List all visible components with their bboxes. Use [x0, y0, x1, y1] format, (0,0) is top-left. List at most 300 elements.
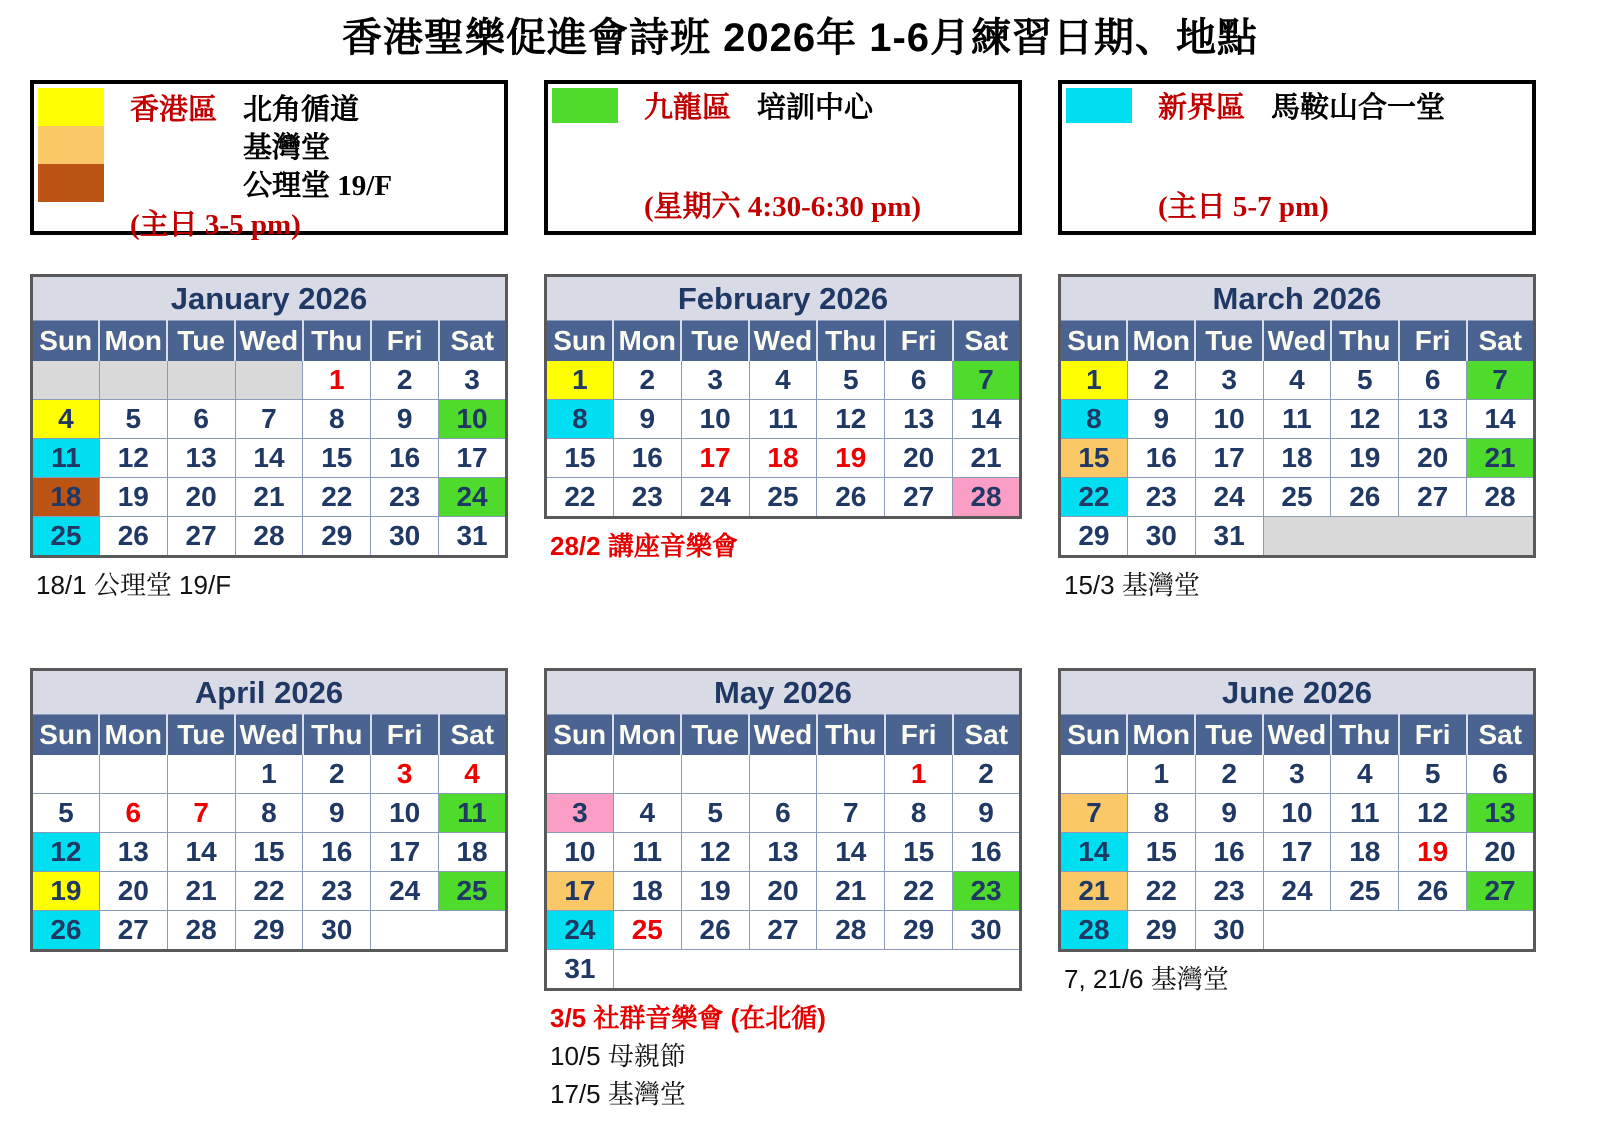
legend-locations: [1271, 88, 1445, 123]
day-cell: 18: [1263, 439, 1331, 478]
day-cell: 12: [1399, 794, 1467, 833]
day-cell: 20: [1467, 833, 1535, 872]
calendar-table-january-2026: [30, 274, 508, 558]
day-cell: 20: [99, 872, 167, 911]
day-cell: 19: [681, 872, 749, 911]
day-cell: 16: [371, 439, 439, 478]
day-cell: 30: [371, 517, 439, 557]
day-cell: 10: [546, 833, 614, 872]
calendar-june-2026: [1058, 668, 1536, 998]
weekday-wed: Wed: [749, 715, 817, 755]
day-cell: 13: [99, 833, 167, 872]
day-cell: 27: [749, 911, 817, 950]
day-cell: 2: [1127, 361, 1195, 400]
calendar-week-row: [1060, 439, 1535, 478]
weekday-sun: Sun: [1060, 321, 1128, 361]
day-cell: 18: [439, 833, 507, 872]
day-cell: 11: [749, 400, 817, 439]
month-notes-march-2026: [1064, 566, 1536, 604]
calendar-week-row: [32, 361, 507, 400]
weekday-thu: Thu: [303, 715, 371, 755]
weekday-thu: Thu: [817, 321, 885, 361]
day-cell: 18: [749, 439, 817, 478]
day-cell: 15: [546, 439, 614, 478]
calendar-week-row: [1060, 833, 1535, 872]
day-cell: 1: [235, 755, 303, 794]
day-cell: 26: [99, 517, 167, 557]
day-cell: 24: [681, 478, 749, 518]
day-cell: 14: [817, 833, 885, 872]
calendar-week-row: [546, 361, 1021, 400]
weekday-sat: Sat: [1467, 321, 1535, 361]
weekday-tue: Tue: [1195, 715, 1263, 755]
day-cell: 14: [1060, 833, 1128, 872]
day-cell: 21: [1060, 872, 1128, 911]
day-cell: 22: [235, 872, 303, 911]
calendar-week-row: [32, 517, 507, 557]
day-cell: 23: [371, 478, 439, 517]
day-cell: 20: [749, 872, 817, 911]
month-notes-january-2026: [36, 566, 508, 604]
weekday-tue: Tue: [167, 715, 235, 755]
day-cell: 31: [439, 517, 507, 557]
day-cell: 9: [303, 794, 371, 833]
blank-cell: [1263, 517, 1534, 557]
calendar-note: 10/5 母親節: [550, 1041, 686, 1071]
calendar-table-may-2026: [544, 668, 1022, 991]
calendar-february-2026: [544, 274, 1022, 565]
weekday-thu: Thu: [1331, 321, 1399, 361]
day-cell: 5: [1399, 755, 1467, 794]
day-cell: 30: [953, 911, 1021, 950]
day-cell: 25: [613, 911, 681, 950]
weekday-sun: Sun: [32, 715, 100, 755]
blank-cell: [32, 755, 100, 794]
day-cell: 22: [546, 478, 614, 518]
day-cell: 23: [953, 872, 1021, 911]
day-cell: 26: [32, 911, 100, 951]
day-cell: 16: [1127, 439, 1195, 478]
legend-region-label: 新界區: [1158, 92, 1246, 124]
day-cell: 15: [1060, 439, 1128, 478]
day-cell: 24: [1195, 478, 1263, 517]
calendar-week-row: [1060, 872, 1535, 911]
day-cell: 23: [613, 478, 681, 518]
day-cell: 23: [303, 872, 371, 911]
blank-cell: [749, 755, 817, 794]
day-cell: 17: [681, 439, 749, 478]
day-cell: 22: [1127, 872, 1195, 911]
day-cell: 5: [1331, 361, 1399, 400]
day-cell: 22: [885, 872, 953, 911]
day-cell: 1: [885, 755, 953, 794]
day-cell: 18: [1331, 833, 1399, 872]
blank-cell: [99, 755, 167, 794]
day-cell: 13: [749, 833, 817, 872]
day-cell: 30: [1195, 911, 1263, 951]
day-cell: 28: [167, 911, 235, 951]
month-title-row: [32, 670, 507, 715]
day-cell: 27: [1399, 478, 1467, 517]
day-cell: 7: [1060, 794, 1128, 833]
weekday-wed: Wed: [749, 321, 817, 361]
day-cell: 9: [1195, 794, 1263, 833]
weekday-tue: Tue: [167, 321, 235, 361]
day-cell: 21: [1467, 439, 1535, 478]
day-cell: 2: [371, 361, 439, 400]
day-cell: 24: [371, 872, 439, 911]
legend-time-label: (主日 3-5 pm): [130, 209, 301, 241]
day-cell: 27: [99, 911, 167, 951]
calendar-week-row: [1060, 400, 1535, 439]
day-cell: 5: [817, 361, 885, 400]
day-cell: 21: [953, 439, 1021, 478]
day-cell: 13: [1467, 794, 1535, 833]
weekday-mon: Mon: [613, 321, 681, 361]
calendar-week-row: [32, 872, 507, 911]
calendar-week-row: [32, 478, 507, 517]
calendar-week-row: [546, 950, 1021, 990]
legend-region-label: 九龍區: [644, 92, 732, 124]
legend-row: [30, 80, 1536, 241]
day-cell: 20: [885, 439, 953, 478]
day-cell: 27: [1467, 872, 1535, 911]
weekday-thu: Thu: [1331, 715, 1399, 755]
day-cell: 25: [439, 872, 507, 911]
month-title-row: [1060, 276, 1535, 321]
day-cell: 28: [953, 478, 1021, 518]
day-cell: 17: [1263, 833, 1331, 872]
calendar-note: 7, 21/6 基灣堂: [1064, 964, 1229, 994]
day-cell: 16: [1195, 833, 1263, 872]
day-cell: 5: [681, 794, 749, 833]
calendar-week-row: [546, 872, 1021, 911]
day-cell: 8: [1127, 794, 1195, 833]
day-cell: 28: [1060, 911, 1128, 951]
day-cell: 25: [1263, 478, 1331, 517]
blank-cell: [32, 361, 100, 400]
day-cell: 9: [1127, 400, 1195, 439]
month-notes-june-2026: [1064, 960, 1536, 998]
day-cell: 1: [303, 361, 371, 400]
month-notes-may-2026: [550, 999, 1022, 1113]
day-cell: 7: [167, 794, 235, 833]
calendar-week-row: [546, 478, 1021, 518]
day-cell: 5: [99, 400, 167, 439]
day-cell: 31: [1195, 517, 1263, 557]
day-cell: 12: [99, 439, 167, 478]
day-cell: 19: [1399, 833, 1467, 872]
day-cell: 19: [817, 439, 885, 478]
blank-cell: [613, 755, 681, 794]
day-cell: 12: [32, 833, 100, 872]
weekday-header-row: [32, 715, 507, 755]
weekday-sat: Sat: [1467, 715, 1535, 755]
blank-cell: [371, 911, 507, 951]
day-cell: 25: [1331, 872, 1399, 911]
day-cell: 3: [371, 755, 439, 794]
legend-time-label: (主日 5-7 pm): [1158, 191, 1329, 223]
weekday-sat: Sat: [439, 715, 507, 755]
day-cell: 16: [303, 833, 371, 872]
day-cell: 26: [1331, 478, 1399, 517]
day-cell: 8: [1060, 400, 1128, 439]
day-cell: 13: [1399, 400, 1467, 439]
blank-cell: [546, 755, 614, 794]
day-cell: 4: [439, 755, 507, 794]
calendar-note: 28/2 講座音樂會: [550, 531, 738, 561]
page-title: 香港聖樂促進會詩班 2026年 1-6月練習日期、地點: [341, 16, 1259, 60]
day-cell: 19: [1331, 439, 1399, 478]
legend-main: [1066, 88, 1526, 123]
calendar-week-row: [1060, 478, 1535, 517]
weekday-mon: Mon: [1127, 715, 1195, 755]
day-cell: 10: [439, 400, 507, 439]
day-cell: 10: [681, 400, 749, 439]
weekday-sat: Sat: [953, 321, 1021, 361]
month-title-row: [32, 276, 507, 321]
weekday-mon: Mon: [613, 715, 681, 755]
calendar-week-row: [546, 794, 1021, 833]
calendar-week-row: [1060, 361, 1535, 400]
weekday-tue: Tue: [681, 321, 749, 361]
day-cell: 27: [167, 517, 235, 557]
calendar-table-february-2026: [544, 274, 1022, 519]
calendar-week-row: [1060, 517, 1535, 557]
day-cell: 14: [1467, 400, 1535, 439]
legend-location-label: 培訓中心: [757, 92, 874, 124]
month-title-row: [546, 276, 1021, 321]
yellow-color-swatch: [38, 88, 104, 126]
day-cell: 6: [167, 400, 235, 439]
weekday-wed: Wed: [1263, 715, 1331, 755]
calendar-january-2026: [30, 274, 508, 604]
day-cell: 25: [749, 478, 817, 518]
day-cell: 18: [32, 478, 100, 517]
weekday-wed: Wed: [1263, 321, 1331, 361]
month-title: June 2026: [1060, 670, 1535, 715]
day-cell: 29: [1060, 517, 1128, 557]
day-cell: 30: [1127, 517, 1195, 557]
weekday-thu: Thu: [817, 715, 885, 755]
day-cell: 10: [371, 794, 439, 833]
day-cell: 9: [613, 400, 681, 439]
blank-cell: [681, 755, 749, 794]
day-cell: 24: [546, 911, 614, 950]
blank-cell: [1060, 755, 1128, 794]
day-cell: 2: [613, 361, 681, 400]
day-cell: 19: [99, 478, 167, 517]
day-cell: 15: [885, 833, 953, 872]
calendar-week-row: [546, 833, 1021, 872]
day-cell: 10: [1263, 794, 1331, 833]
month-title: March 2026: [1060, 276, 1535, 321]
calendar-week-row: [32, 833, 507, 872]
calendar-row-bottom: [30, 668, 1536, 1113]
brown-color-swatch: [38, 164, 104, 202]
day-cell: 18: [613, 872, 681, 911]
legend-main: [552, 88, 1012, 123]
day-cell: 12: [817, 400, 885, 439]
cyan-color-swatch: [1066, 88, 1132, 123]
blank-cell: [613, 950, 1020, 990]
day-cell: 17: [439, 439, 507, 478]
day-cell: 3: [1195, 361, 1263, 400]
day-cell: 9: [371, 400, 439, 439]
weekday-sat: Sat: [953, 715, 1021, 755]
weekday-header-row: [32, 321, 507, 361]
day-cell: 29: [303, 517, 371, 557]
day-cell: 26: [1399, 872, 1467, 911]
calendar-week-row: [1060, 911, 1535, 951]
legend-region-label: 香港區: [130, 93, 218, 126]
day-cell: 12: [681, 833, 749, 872]
month-title: May 2026: [546, 670, 1021, 715]
day-cell: 16: [613, 439, 681, 478]
legend-box-1: [30, 80, 508, 241]
day-cell: 11: [1263, 400, 1331, 439]
day-cell: 21: [817, 872, 885, 911]
day-cell: 24: [1263, 872, 1331, 911]
day-cell: 2: [1195, 755, 1263, 794]
day-cell: 8: [303, 400, 371, 439]
day-cell: 21: [167, 872, 235, 911]
blank-cell: [1263, 911, 1534, 951]
legend-locations: [757, 88, 873, 123]
legend-swatch-column: [552, 88, 618, 123]
day-cell: 4: [32, 400, 100, 439]
day-cell: 16: [953, 833, 1021, 872]
day-cell: 3: [681, 361, 749, 400]
day-cell: 6: [1399, 361, 1467, 400]
calendar-week-row: [1060, 755, 1535, 794]
month-notes-february-2026: [550, 527, 1022, 565]
blank-cell: [99, 361, 167, 400]
calendar-row-top: [30, 274, 1536, 604]
legend-box-3: [1058, 80, 1536, 235]
weekday-wed: Wed: [235, 321, 303, 361]
day-cell: 6: [1467, 755, 1535, 794]
day-cell: 6: [749, 794, 817, 833]
weekday-sun: Sun: [546, 321, 614, 361]
day-cell: 4: [613, 794, 681, 833]
day-cell: 23: [1127, 478, 1195, 517]
day-cell: 17: [546, 872, 614, 911]
weekday-mon: Mon: [1127, 321, 1195, 361]
blank-cell: [167, 361, 235, 400]
weekday-fri: Fri: [371, 715, 439, 755]
day-cell: 1: [1060, 361, 1128, 400]
legend-location-label: 北角循道: [243, 93, 360, 126]
day-cell: 28: [1467, 478, 1535, 517]
calendar-week-row: [32, 439, 507, 478]
day-cell: 28: [817, 911, 885, 950]
legend-location-label: 基灣堂: [243, 131, 331, 164]
day-cell: 14: [953, 400, 1021, 439]
legend-location-label: 馬鞍山合一堂: [1271, 92, 1446, 124]
legend-locations: [243, 88, 392, 202]
weekday-fri: Fri: [1399, 321, 1467, 361]
day-cell: 11: [1331, 794, 1399, 833]
day-cell: 21: [235, 478, 303, 517]
day-cell: 27: [885, 478, 953, 518]
calendar-note: 3/5 社群音樂會 (在北循): [550, 1003, 826, 1033]
day-cell: 3: [546, 794, 614, 833]
month-title-row: [1060, 670, 1535, 715]
day-cell: 20: [1399, 439, 1467, 478]
green-color-swatch: [552, 88, 618, 123]
day-cell: 2: [303, 755, 371, 794]
month-title-row: [546, 670, 1021, 715]
weekday-fri: Fri: [371, 321, 439, 361]
day-cell: 2: [953, 755, 1021, 794]
weekday-mon: Mon: [99, 715, 167, 755]
calendar-week-row: [32, 911, 507, 951]
calendar-week-row: [1060, 794, 1535, 833]
weekday-header-row: [1060, 321, 1535, 361]
weekday-fri: Fri: [885, 715, 953, 755]
calendar-march-2026: [1058, 274, 1536, 604]
calendar-table-march-2026: [1058, 274, 1536, 558]
blank-cell: [235, 361, 303, 400]
day-cell: 26: [681, 911, 749, 950]
day-cell: 25: [32, 517, 100, 557]
day-cell: 8: [885, 794, 953, 833]
calendar-week-row: [32, 400, 507, 439]
blank-cell: [817, 755, 885, 794]
weekday-tue: Tue: [681, 715, 749, 755]
day-cell: 24: [439, 478, 507, 517]
day-cell: 14: [167, 833, 235, 872]
weekday-sun: Sun: [32, 321, 100, 361]
day-cell: 8: [546, 400, 614, 439]
day-cell: 11: [613, 833, 681, 872]
calendar-note: 15/3 基灣堂: [1064, 570, 1200, 600]
day-cell: 28: [235, 517, 303, 557]
day-cell: 30: [303, 911, 371, 951]
month-title: February 2026: [546, 276, 1021, 321]
day-cell: 1: [1127, 755, 1195, 794]
calendar-april-2026: [30, 668, 508, 952]
weekday-thu: Thu: [303, 321, 371, 361]
day-cell: 22: [303, 478, 371, 517]
day-cell: 23: [1195, 872, 1263, 911]
day-cell: 5: [32, 794, 100, 833]
day-cell: 15: [303, 439, 371, 478]
weekday-header-row: [546, 321, 1021, 361]
calendar-week-row: [32, 794, 507, 833]
calendar-week-row: [546, 911, 1021, 950]
day-cell: 17: [1195, 439, 1263, 478]
day-cell: 12: [1331, 400, 1399, 439]
day-cell: 7: [1467, 361, 1535, 400]
legend-box-2: [544, 80, 1022, 235]
day-cell: 31: [546, 950, 614, 990]
day-cell: 1: [546, 361, 614, 400]
day-cell: 3: [439, 361, 507, 400]
weekday-header-row: [546, 715, 1021, 755]
calendar-may-2026: [544, 668, 1022, 1113]
legend-swatch-column: [38, 88, 104, 202]
calendar-table-june-2026: [1058, 668, 1536, 952]
day-cell: 11: [439, 794, 507, 833]
day-cell: 7: [953, 361, 1021, 400]
weekday-tue: Tue: [1195, 321, 1263, 361]
weekday-sun: Sun: [546, 715, 614, 755]
blank-cell: [167, 755, 235, 794]
calendar-week-row: [546, 755, 1021, 794]
day-cell: 29: [1127, 911, 1195, 951]
